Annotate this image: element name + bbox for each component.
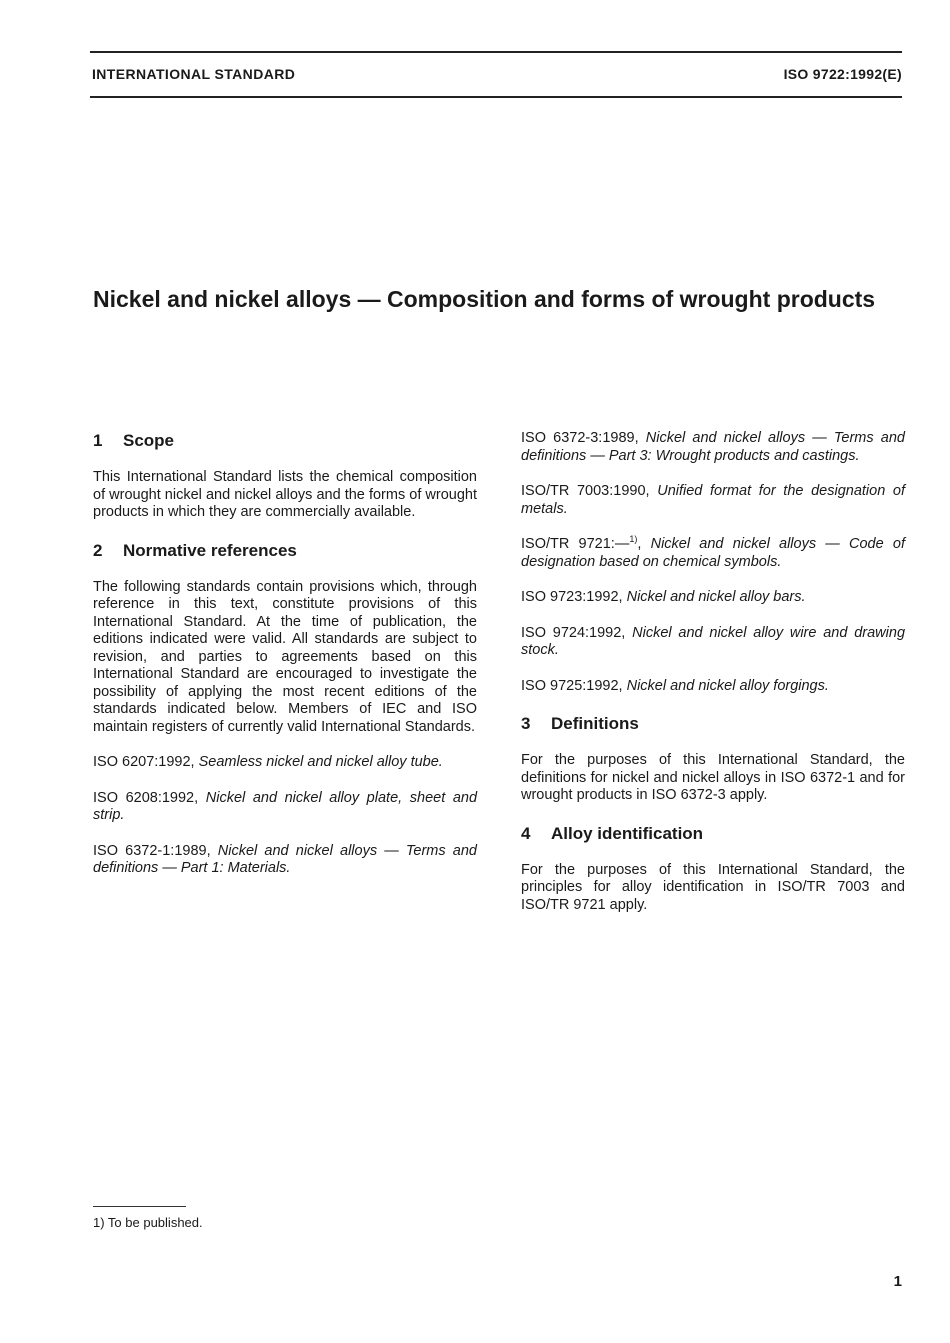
reference-item: ISO/TR 7003:1990, Unified format for the designation of metals. [521, 483, 906, 517]
footnote-mark: 1) [629, 534, 638, 545]
document-title: Nickel and nickel alloys — Composition and forms of wrought products [93, 286, 876, 312]
header-rule-top [90, 51, 902, 53]
section-2-heading: 2 Normative references [93, 540, 297, 560]
footnote-rule [93, 1206, 186, 1207]
reference-item: ISO/TR 9721:—$^{1)}$, Nickel and nickel alloys — Code of designation based on chemical symbols. [521, 534, 905, 570]
left-column [93, 430, 477, 878]
reference-item: ISO 9724:1992, Nickel and nickel alloy wire and drawing stock. [521, 624, 906, 658]
document-type: INTERNATIONAL STANDARD [92, 66, 296, 82]
header-rule-bottom [90, 96, 902, 98]
page-number: 1 [893, 1273, 902, 1290]
reference-item: ISO 6207:1992, Seamless nickel and nickel alloy tube. [93, 754, 443, 770]
footnote: 1) To be published. [93, 1215, 203, 1230]
reference-item: ISO 6372-3:1989, Nickel and nickel alloys — Terms and definitions — Part 3: Wrought products and castings. [521, 430, 905, 464]
section-2-body: The following standards contain provisions which, through reference in this text, constitute provisions of this International Standard. At the time of publication, the editions indicated were valid. All standards are subject to revision, and parties to agreements based on this International Standard are encouraged to investigate the possibility of applying the most recent editions of the standards indicated below. Members of IEC and ISO maintain registers of currently valid International Standards. [93, 578, 477, 735]
section-3-heading: 3 Definitions [521, 714, 639, 733]
right-column [521, 430, 905, 914]
section-1-body: This International Standard lists the chemical composition of wrought nickel and nickel alloys and the forms of wrought products in which they are commercially available. [93, 469, 477, 520]
document-number: ISO 9722:1992(E) [783, 66, 902, 82]
reference-item: ISO 9725:1992, Nickel and nickel alloy forgings. [521, 677, 829, 694]
reference-item: ISO 6208:1992, Nickel and nickel alloy plate, sheet and strip. [93, 789, 478, 823]
section-4-body: For the purposes of this International Standard, the principles for alloy identification in ISO/TR 7003 and ISO/TR 9721 apply. [521, 861, 905, 913]
reference-item: ISO 9723:1992, Nickel and nickel alloy bars. [521, 589, 806, 605]
section-1-heading: 1 Scope [93, 431, 175, 450]
section-4-heading: 4 Alloy identification [521, 823, 704, 843]
reference-item: ISO 6372-1:1989, Nickel and nickel alloys — Terms and definitions — Part 1: Materials. [93, 842, 477, 876]
section-3-body: For the purposes of this International Standard, the definitions for nickel and nickel alloys in ISO 6372-1 and for wrought products in ISO 6372-3 apply. [521, 752, 905, 803]
